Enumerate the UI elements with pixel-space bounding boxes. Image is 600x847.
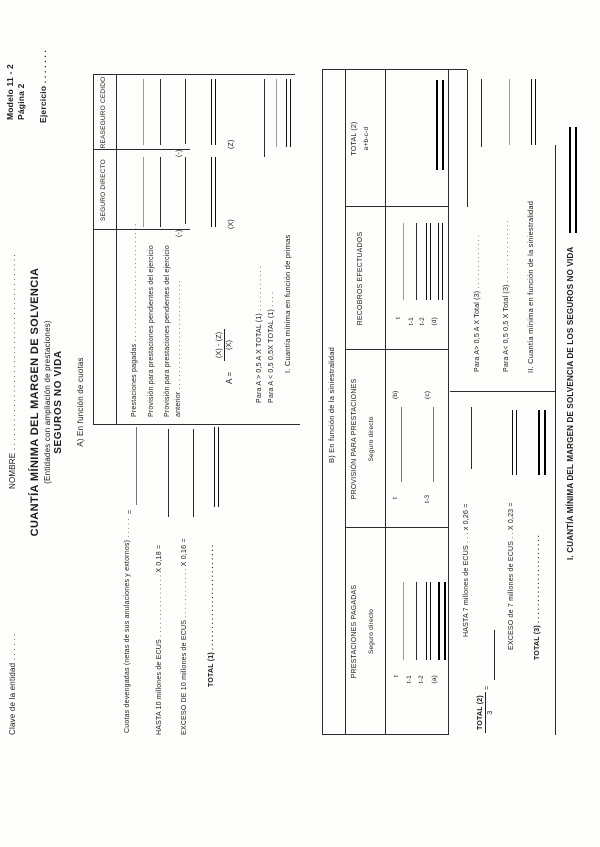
entry-line: [401, 407, 402, 482]
col-seguro-directo: SEGURO DIRECTO: [100, 159, 107, 221]
row-label-t2: t-2: [418, 675, 425, 684]
row-exceso-10-millones: EXCESO DE 10 millones de ECUS . . . . . . . . . . . . X 0,16 =: [181, 538, 188, 735]
entry-line: [143, 79, 144, 145]
total-1-line: [214, 427, 219, 507]
entry-line: [136, 427, 137, 505]
total2-fraction-den: 3: [487, 710, 494, 715]
row-label-t2: t-2: [419, 317, 426, 326]
table-a-header-border: [116, 75, 117, 425]
page-number: Página 2: [16, 83, 26, 120]
entry-line: [471, 407, 472, 469]
sum-line-a: [438, 582, 446, 660]
model-number: Modelo 11 - 2: [5, 64, 15, 120]
form-title: CUANTÍA MÍNIMA DEL MARGEN DE SOLVENCIA: [29, 267, 41, 537]
row-total-3: TOTAL (3) . . . . . . . . . . . . . . . . . . . . .: [534, 535, 541, 660]
section-separator: [322, 70, 323, 735]
row-total-1: TOTAL (1) . . . . . . . . . . . . . . . . . . . . . . . . .: [208, 544, 215, 687]
minus-sign: (-): [176, 229, 183, 237]
entry-line: [494, 630, 495, 680]
x-marker: (X): [228, 219, 235, 229]
col-total-2: TOTAL (2): [351, 121, 358, 156]
row-label-t: t: [395, 317, 402, 320]
name-label: NOMBRE . . . . . . . . . . . . . . . . . . . . . . . . . . . . . . . . . . . . . . . . .: [8, 254, 17, 489]
entry-line: [160, 79, 161, 145]
total-2-entry-line: [436, 80, 444, 170]
row-label-t1: t-1: [406, 675, 413, 684]
col-total-2-sub: a+b-c-d: [363, 126, 370, 151]
row-label-t: t: [392, 496, 399, 499]
row-label-b: (b): [392, 390, 399, 399]
formula-numerator: (X) - (Z): [216, 329, 225, 361]
row-para-a-mayor-3: Para A> 0,5 A X Total (3) . . . . . . . . . . . . .: [474, 234, 481, 372]
final-result-label: I. CUANTÍA MÍNIMA DEL MARGEN DE SOLVENCIA DE LOS SEGUROS NO VIDA: [566, 246, 575, 560]
entry-line-double: [426, 223, 431, 300]
table-b-divider-1: [345, 527, 448, 528]
table-a-right-border: [93, 74, 295, 75]
table-a-top-border: [93, 75, 94, 425]
result-siniestralidad: II. Cuantía mínima en función de la siniestralidad: [526, 200, 535, 373]
table-b-total-bottom: [467, 70, 468, 207]
formula-a-label: A =: [225, 371, 234, 384]
row-provision-anterior-2: anterior . . . . . . . . . . . . . . . . . . . . . . . . . .: [175, 280, 182, 417]
equals-sign: =: [127, 509, 134, 514]
col-prestaciones-pagadas: PRESTACIONES PAGADAS: [351, 584, 358, 679]
form-subtitle-2: SEGUROS NO VIDA: [53, 350, 64, 454]
formula-box-bottom-border: [555, 145, 556, 735]
table-b-bottom-border: [448, 70, 449, 735]
col-provision-prestaciones: PROVISIÓN PARA PRESTACIONES: [351, 378, 358, 500]
sum-line-d: [438, 223, 443, 300]
row-exceso-7-millones: EXCESO de 7 millones de ECUS . . X 0,23 =: [508, 502, 515, 650]
entry-line-double: [426, 582, 431, 660]
row-para-a-menor-3: Para A< 0,5 0,5 X Total (3) . . . . . . . . . . . . . . .: [503, 220, 510, 372]
row-label-t1: t-1: [408, 317, 415, 326]
form-subtitle: (Entidades con ampliación de prestaciones): [43, 320, 52, 484]
subtotal-line: [211, 157, 216, 227]
entry-line: [264, 79, 265, 157]
col-reaseguro-cedido: REASEGURO CEDIDO: [100, 76, 107, 149]
minus-sign: (-): [176, 149, 183, 157]
result-siniestralidad-line: [531, 79, 536, 145]
table-a-left-border: [93, 424, 300, 425]
entry-line: [481, 79, 482, 147]
row-provision-ejercicio: Provisión para prestaciones pendientes del ejercicio: [148, 245, 155, 417]
row-para-a-menor: Para A < 0,5 0,5X TOTAL (1) . . . .: [268, 291, 275, 403]
result-primas-line: [286, 79, 291, 147]
entry-line: [276, 79, 277, 147]
total-3-line: [538, 410, 546, 475]
row-label-d: (d): [431, 317, 438, 326]
entry-line-double: [512, 410, 517, 475]
formula-box-right-border: [450, 391, 555, 392]
row-prestaciones-pagadas: Prestaciones pagadas . . . . . . . . . . . . . . . . . . . . . . . . . . . .: [131, 223, 138, 417]
row-hasta-10-millones: HASTA 10 millones de ECUS . . . . . . . . . . . . . . . X 0,18 =: [156, 544, 163, 735]
final-result-line: [569, 127, 577, 233]
col-provision-sub: Seguro directo: [368, 416, 375, 462]
subtotal-line: [211, 79, 216, 145]
table-b-left-border: [322, 734, 448, 735]
entry-line: [185, 157, 186, 224]
entry-line: [509, 79, 510, 145]
row-label-t3: t-3: [424, 494, 431, 503]
row-provision-anterior-1: Provisión para prestaciones pendientes del ejercicio: [164, 245, 171, 417]
row-label-c: (c): [424, 390, 431, 399]
fiscal-year-label: Ejercicio . . . . . . .: [38, 49, 48, 123]
row-label-t: t: [393, 675, 400, 678]
row-label-a: (a): [431, 675, 438, 684]
section-a-heading: A) En función de cuotas: [76, 357, 85, 447]
result-primas: I. Cuantía mínima en función de primas: [283, 234, 292, 373]
entry-line: [185, 79, 186, 144]
entry-line: [160, 157, 161, 227]
table-b-header-border: [385, 70, 386, 735]
z-marker: (Z): [228, 139, 235, 149]
entry-line: [193, 429, 194, 517]
table-b-right-border: [322, 69, 467, 70]
row-para-a-mayor: Para A > 0,5 A X TOTAL (1) . . . . . . . . . . .: [256, 265, 263, 403]
row-hasta-7-millones: HASTA 7 millones de ECUS . . . x 0,26 =: [463, 503, 470, 637]
entry-line: [143, 157, 144, 227]
entry-line: [416, 582, 417, 660]
total2-fraction-num: TOTAL (2): [477, 692, 486, 733]
formula-denominator: (X): [226, 339, 233, 350]
col-prestaciones-sub: Seguro directo: [368, 608, 375, 655]
col-recobros-efectuados: RECOBROS EFECTUADOS: [357, 231, 364, 326]
entity-code-label: Clave de la entidad . . . . . .: [8, 633, 17, 735]
entry-line: [403, 582, 404, 660]
equals-sign: =: [484, 685, 491, 690]
entry-line: [433, 407, 434, 482]
entry-line: [403, 223, 404, 300]
row-cuotas-devengadas: Cuotas devengadas (netas de sus anulaciones y extornos) . . . . .: [124, 518, 131, 733]
entry-line: [416, 223, 417, 300]
section-b-heading: B) En función de la siniestralidad: [327, 346, 336, 463]
table-b-top-border: [345, 70, 346, 735]
entry-line: [168, 429, 169, 517]
